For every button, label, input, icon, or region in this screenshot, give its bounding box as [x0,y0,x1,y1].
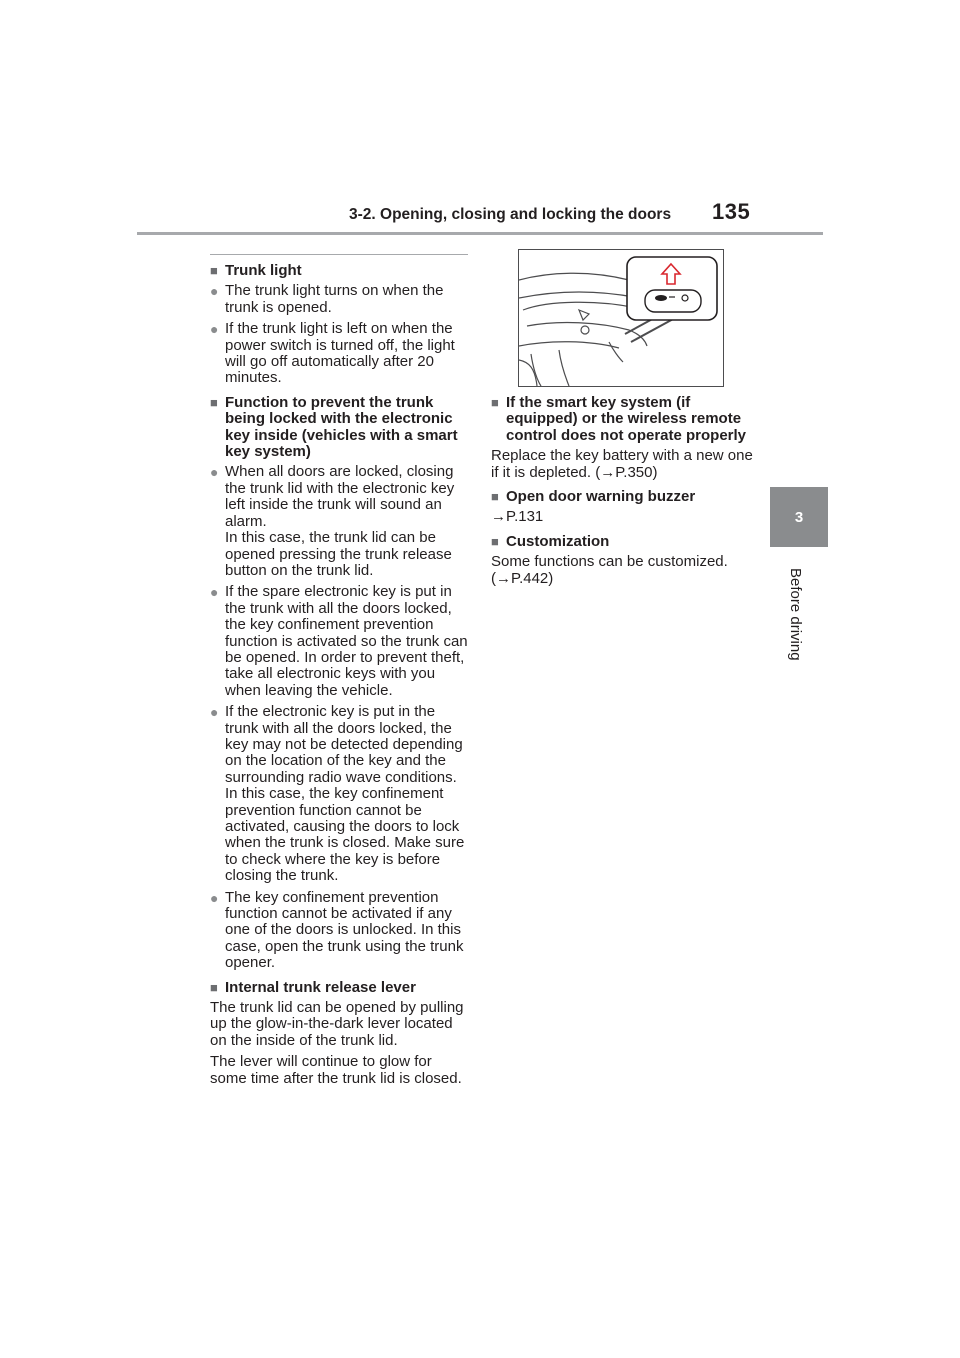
list-item: ● When all doors are locked, closing the trunk lid with the electronic key left inside the trunk will sound an alarm. In this case, the trunk lid can be opened pressing the trunk release button on the trunk lid. [210,463,455,579]
paragraph: Replace the key battery with a new one if it is depleted. (→P.350) [491,447,753,481]
trunk-release-button [645,290,701,312]
square-bullet-icon: ■ [491,533,499,549]
section-heading-key-confinement: ■ Function to prevent the trunk being locked with the electronic key inside (vehicles with a smart key system) [210,393,458,461]
right-column [491,249,759,592]
square-bullet-icon: ■ [491,395,499,410]
section-heading-customization: ■ Customization [491,532,610,550]
list-item: ● If the electronic key is put in the trunk with all the doors locked, the key may not be detected depending on the location of the key and the surrounding radio wave conditions. In this case, the key confinement prevention function cannot be activated, causing the doors to lock when the trunk is closed. Make sure to check where the key is before closing the trunk. [210,703,465,885]
square-bullet-icon: ■ [210,263,218,278]
circle-bullet-icon: ● [210,464,219,481]
chapter-label: Before driving [787,568,804,661]
circle-bullet-icon: ● [210,321,219,338]
trunk-illustration [518,249,724,387]
chapter-number: 3 [794,508,804,526]
section-heading-open-door-buzzer: ■ Open door warning buzzer [491,488,696,506]
circle-bullet-icon: ● [210,584,219,601]
paragraph: Some functions can be customized. (→P.442) [491,553,728,587]
car-rear-illustration [519,250,723,386]
circle-bullet-icon: ● [210,283,219,300]
square-bullet-icon: ■ [210,979,218,995]
section-divider [210,254,468,255]
page-header-title: 3-2. Opening, closing and locking the doors [349,206,672,223]
circle-bullet-icon: ● [210,704,219,721]
square-bullet-icon: ■ [210,394,218,410]
page-number: 135 [712,199,751,224]
list-item: ● The trunk light turns on when the trunk is opened. [210,282,444,316]
square-bullet-icon: ■ [491,489,499,505]
left-column [210,254,472,1092]
list-item: ● If the trunk light is left on when the power switch is turned off, the light will go off automatically after 20 minutes. [210,320,455,387]
section-heading-smart-key: ■ If the smart key system (if equipped) or the wireless remote control does not operate properly [491,394,747,444]
paragraph: The lever will continue to glow for some time after the trunk lid is closed. [210,1053,462,1087]
section-heading-internal-release: ■ Internal trunk release lever [210,978,416,996]
paragraph: The trunk lid can be opened by pulling up the glow-in-the-dark lever located on the inside of the trunk lid. [210,999,464,1049]
list-item: ● The key confinement prevention function cannot be activated if any one of the doors is unlocked. In this case, open the trunk using the trunk opener. [210,888,464,972]
list-item: ● If the spare electronic key is put in the trunk with all the doors locked, the key confinement prevention function is activated so the trunk can be opened. In order to prevent theft, take all electronic keys with you when leaving the vehicle. [210,583,468,699]
section-heading-trunk-light: ■ Trunk light [210,262,302,279]
chapter-tab[interactable] [770,487,828,547]
page-reference-link[interactable]: →P.131 [491,508,544,526]
circle-bullet-icon: ● [210,889,219,906]
header-divider [137,232,823,235]
